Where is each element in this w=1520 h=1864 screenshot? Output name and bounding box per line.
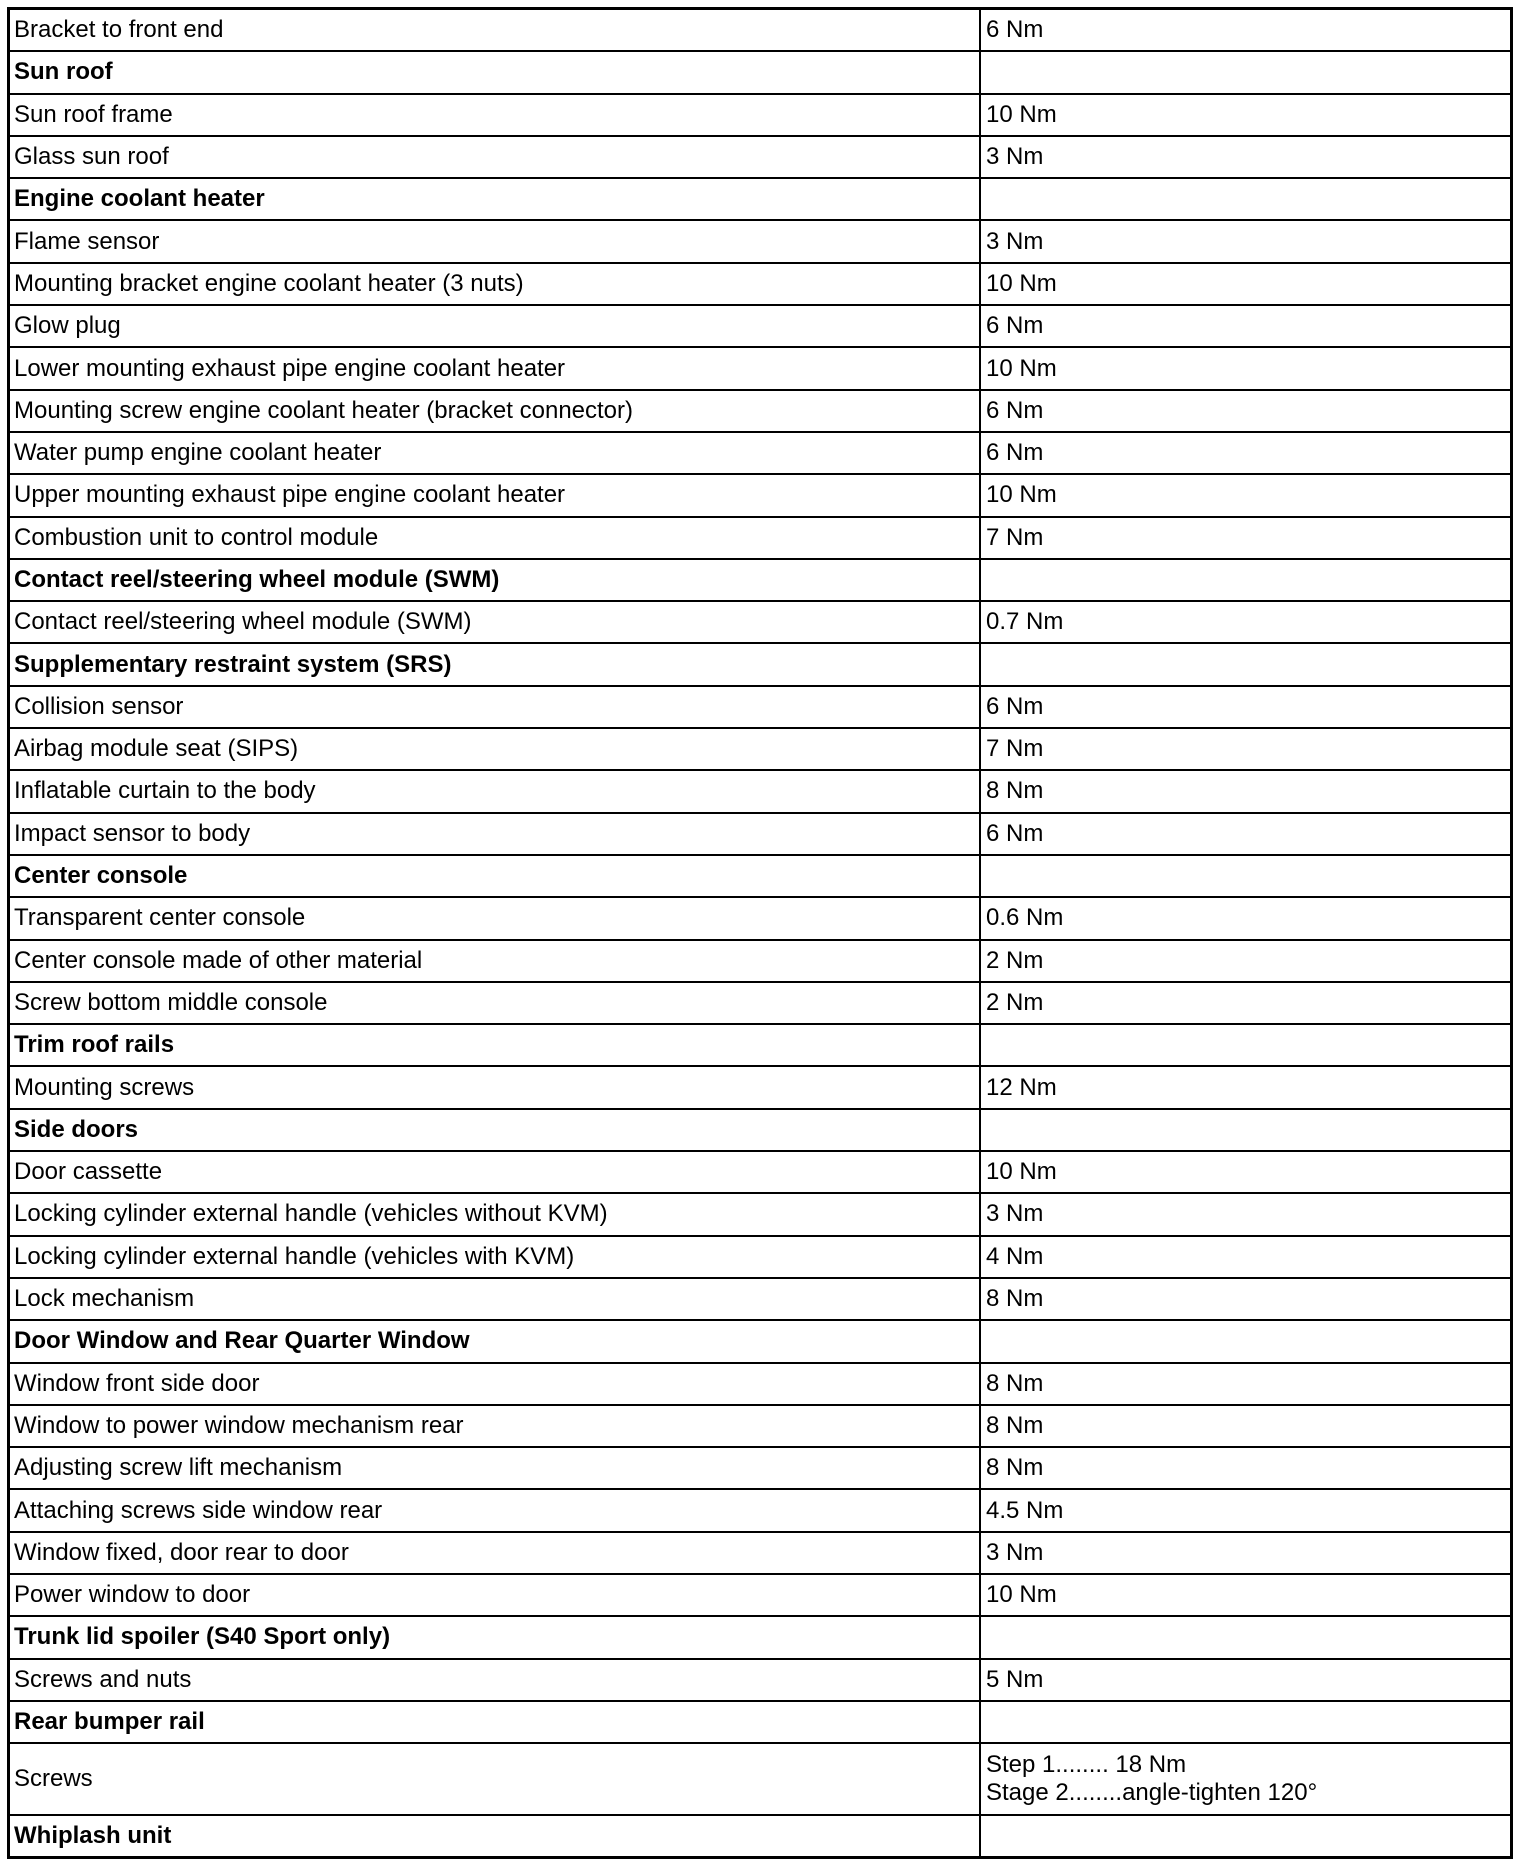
- section-heading-label: Contact reel/steering wheel module (SWM): [9, 559, 981, 601]
- table-row: [9, 305, 1512, 347]
- component-label: Glass sun roof: [9, 136, 981, 178]
- component-label: Mounting bracket engine coolant heater (3 nuts): [9, 263, 981, 305]
- section-heading-label: Trim roof rails: [9, 1024, 981, 1066]
- table-row: [9, 1066, 1512, 1108]
- component-label: Mounting screws: [9, 1066, 981, 1108]
- table-row: [9, 1151, 1512, 1193]
- table-row: [9, 517, 1512, 559]
- torque-value: 6 Nm: [980, 686, 1512, 728]
- torque-value: 5 Nm: [980, 1659, 1512, 1701]
- section-heading-label: Trunk lid spoiler (S40 Sport only): [9, 1616, 981, 1658]
- table-row: [9, 728, 1512, 770]
- torque-value: 2 Nm: [980, 940, 1512, 982]
- table-row: [9, 897, 1512, 939]
- table-row: [9, 1489, 1512, 1531]
- table-row: [9, 1193, 1512, 1235]
- component-label: Window fixed, door rear to door: [9, 1532, 981, 1574]
- torque-value: 8 Nm: [980, 1405, 1512, 1447]
- section-heading-label: Supplementary restraint system (SRS): [9, 643, 981, 685]
- component-label: Screws: [9, 1743, 981, 1815]
- section-heading-row: [9, 1701, 1512, 1743]
- component-label: Upper mounting exhaust pipe engine coolant heater: [9, 474, 981, 516]
- table-row: [9, 1405, 1512, 1447]
- table-row: [9, 1363, 1512, 1405]
- torque-value: [980, 51, 1512, 93]
- section-heading-row: [9, 643, 1512, 685]
- torque-value: 8 Nm: [980, 1447, 1512, 1489]
- torque-value: 6 Nm: [980, 305, 1512, 347]
- component-label: Flame sensor: [9, 220, 981, 262]
- component-label: Transparent center console: [9, 897, 981, 939]
- component-label: Adjusting screw lift mechanism: [9, 1447, 981, 1489]
- component-label: Sun roof frame: [9, 94, 981, 136]
- torque-value: 10 Nm: [980, 474, 1512, 516]
- torque-value: 2 Nm: [980, 982, 1512, 1024]
- section-heading-row: [9, 855, 1512, 897]
- component-label: Lower mounting exhaust pipe engine coolant heater: [9, 347, 981, 389]
- component-label: Screw bottom middle console: [9, 982, 981, 1024]
- torque-value: [980, 1616, 1512, 1658]
- torque-value: [980, 1701, 1512, 1743]
- table-row: [9, 770, 1512, 812]
- component-label: Locking cylinder external handle (vehicles with KVM): [9, 1236, 981, 1278]
- table-row: [9, 982, 1512, 1024]
- section-heading-row: [9, 1320, 1512, 1362]
- table-row: [9, 263, 1512, 305]
- component-label: Combustion unit to control module: [9, 517, 981, 559]
- torque-value: 0.6 Nm: [980, 897, 1512, 939]
- section-heading-label: Rear bumper rail: [9, 1701, 981, 1743]
- table-row: [9, 686, 1512, 728]
- section-heading-row: [9, 1616, 1512, 1658]
- torque-value: 7 Nm: [980, 517, 1512, 559]
- torque-value: 6 Nm: [980, 813, 1512, 855]
- table-row: [9, 390, 1512, 432]
- table-row: [9, 940, 1512, 982]
- component-label: Door cassette: [9, 1151, 981, 1193]
- component-label: Center console made of other material: [9, 940, 981, 982]
- table-row: [9, 474, 1512, 516]
- section-heading-row: [9, 1109, 1512, 1151]
- torque-value: 4 Nm: [980, 1236, 1512, 1278]
- torque-value: 10 Nm: [980, 263, 1512, 305]
- table-row: [9, 1532, 1512, 1574]
- torque-value: 6 Nm: [980, 432, 1512, 474]
- section-heading-label: Door Window and Rear Quarter Window: [9, 1320, 981, 1362]
- component-label: Airbag module seat (SIPS): [9, 728, 981, 770]
- table-row: [9, 136, 1512, 178]
- component-label: Window to power window mechanism rear: [9, 1405, 981, 1447]
- component-label: Bracket to front end: [9, 9, 981, 52]
- section-heading-row: [9, 178, 1512, 220]
- torque-value: 8 Nm: [980, 770, 1512, 812]
- component-label: Contact reel/steering wheel module (SWM): [9, 601, 981, 643]
- torque-value: 3 Nm: [980, 136, 1512, 178]
- component-label: Impact sensor to body: [9, 813, 981, 855]
- torque-value: 10 Nm: [980, 1574, 1512, 1616]
- table-row: [9, 1236, 1512, 1278]
- section-heading-label: Center console: [9, 855, 981, 897]
- table-row: [9, 94, 1512, 136]
- section-heading-label: Whiplash unit: [9, 1815, 981, 1858]
- torque-value: [980, 1320, 1512, 1362]
- torque-value: 7 Nm: [980, 728, 1512, 770]
- torque-value: [980, 1024, 1512, 1066]
- torque-value: [980, 178, 1512, 220]
- torque-value: 4.5 Nm: [980, 1489, 1512, 1531]
- torque-value: 0.7 Nm: [980, 601, 1512, 643]
- table-row: [9, 220, 1512, 262]
- torque-value: 3 Nm: [980, 220, 1512, 262]
- torque-spec-table: [7, 7, 1513, 1859]
- section-heading-label: Side doors: [9, 1109, 981, 1151]
- component-label: Mounting screw engine coolant heater (bracket connector): [9, 390, 981, 432]
- component-label: Glow plug: [9, 305, 981, 347]
- table-row: [9, 813, 1512, 855]
- torque-value: [980, 1743, 1512, 1815]
- torque-value: [980, 855, 1512, 897]
- torque-value: 6 Nm: [980, 390, 1512, 432]
- torque-value: 8 Nm: [980, 1363, 1512, 1405]
- section-heading-row: [9, 559, 1512, 601]
- table-row: [9, 432, 1512, 474]
- torque-value: 10 Nm: [980, 347, 1512, 389]
- torque-value: [980, 1815, 1512, 1858]
- torque-value: 3 Nm: [980, 1532, 1512, 1574]
- section-heading-row: [9, 1815, 1512, 1858]
- torque-value: 6 Nm: [980, 9, 1512, 52]
- section-heading-row: [9, 1024, 1512, 1066]
- component-label: Collision sensor: [9, 686, 981, 728]
- component-label: Locking cylinder external handle (vehicles without KVM): [9, 1193, 981, 1235]
- table-row: [9, 1743, 1512, 1815]
- torque-value: 8 Nm: [980, 1278, 1512, 1320]
- section-heading-row: [9, 51, 1512, 93]
- component-label: Window front side door: [9, 1363, 981, 1405]
- table-row: [9, 1574, 1512, 1616]
- torque-value: 12 Nm: [980, 1066, 1512, 1108]
- component-label: Lock mechanism: [9, 1278, 981, 1320]
- component-label: Attaching screws side window rear: [9, 1489, 981, 1531]
- torque-value: 10 Nm: [980, 94, 1512, 136]
- table-row: [9, 601, 1512, 643]
- table-row: [9, 9, 1512, 52]
- component-label: Power window to door: [9, 1574, 981, 1616]
- torque-value: [980, 1109, 1512, 1151]
- torque-value: [980, 643, 1512, 685]
- torque-value: [980, 559, 1512, 601]
- table-row: [9, 1447, 1512, 1489]
- section-heading-label: Sun roof: [9, 51, 981, 93]
- component-label: Water pump engine coolant heater: [9, 432, 981, 474]
- torque-value: 3 Nm: [980, 1193, 1512, 1235]
- component-label: Screws and nuts: [9, 1659, 981, 1701]
- table-row: [9, 1659, 1512, 1701]
- table-body: [9, 9, 1512, 1858]
- table-row: [9, 1278, 1512, 1320]
- component-label: Inflatable curtain to the body: [9, 770, 981, 812]
- torque-value-line: Stage 2........angle-tighten 120°: [986, 1779, 1318, 1807]
- torque-value-line: Step 1........ 18 Nm: [986, 1751, 1187, 1779]
- section-heading-label: Engine coolant heater: [9, 178, 981, 220]
- table-row: [9, 347, 1512, 389]
- torque-value: 10 Nm: [980, 1151, 1512, 1193]
